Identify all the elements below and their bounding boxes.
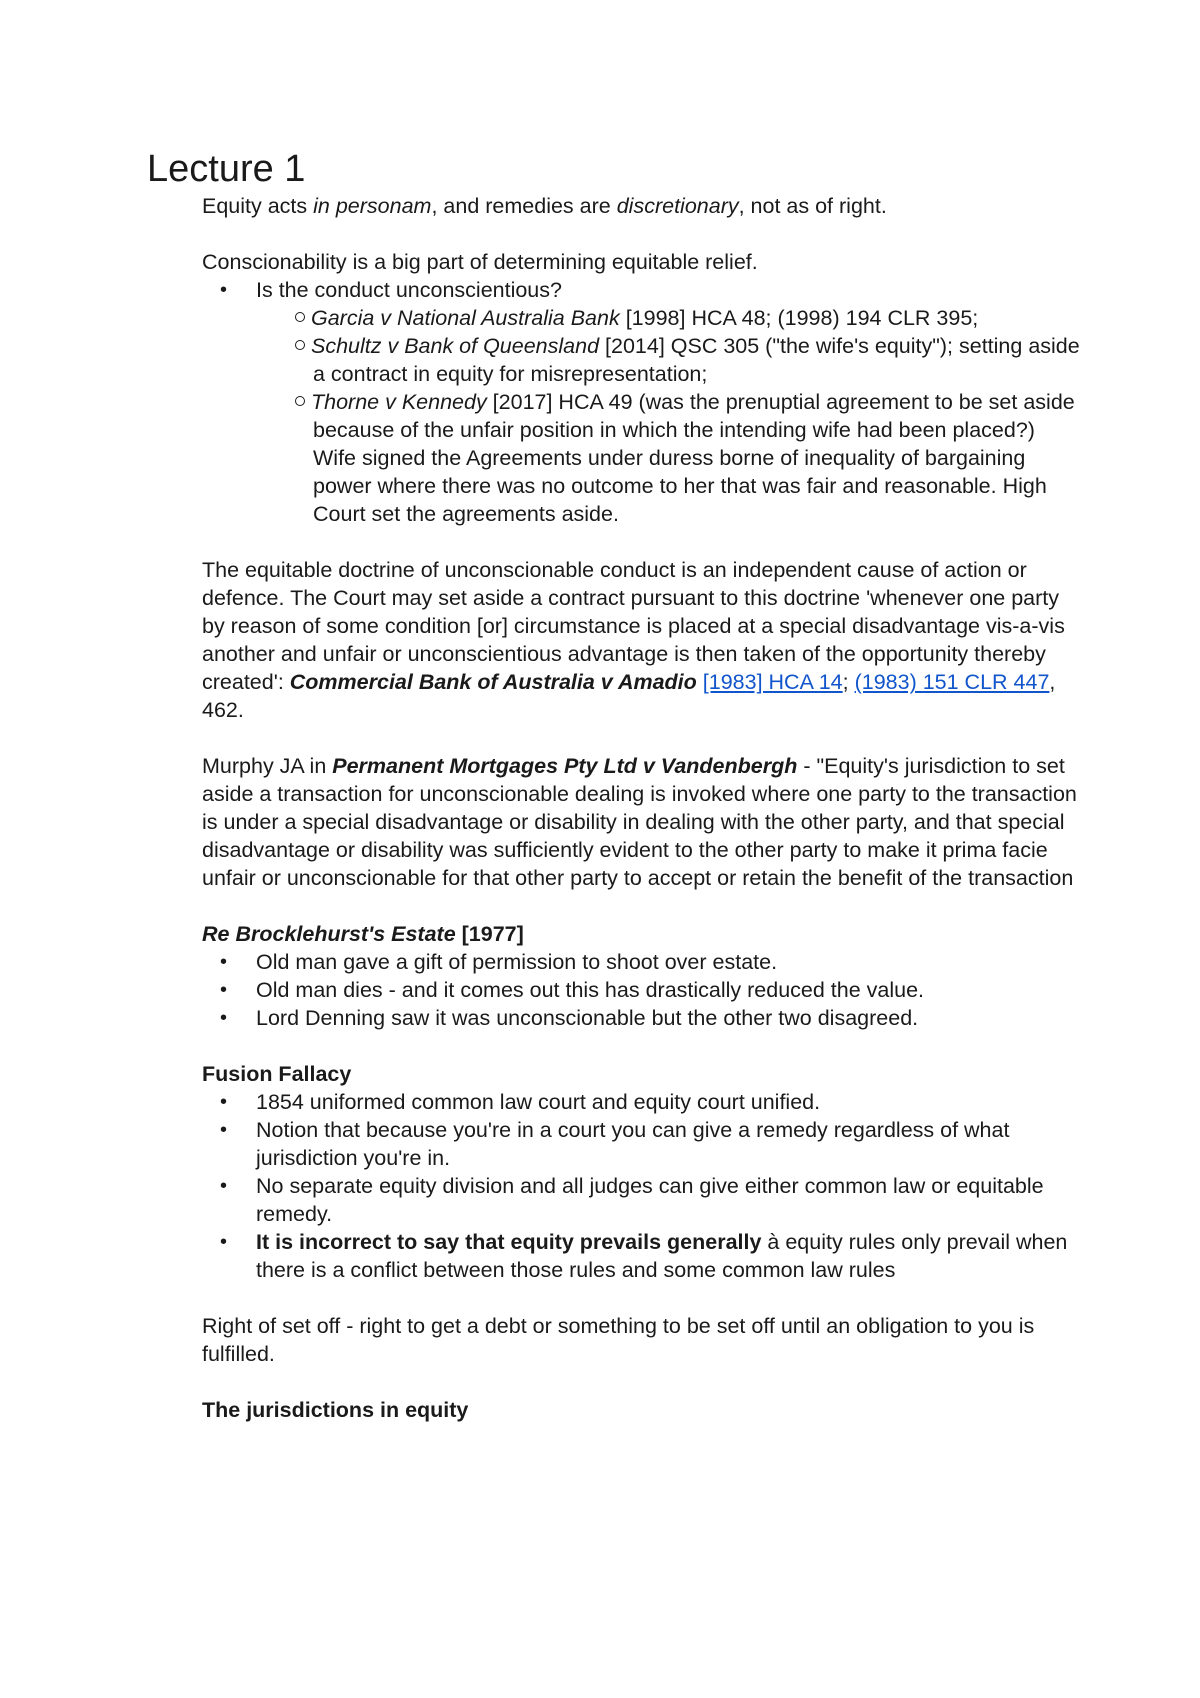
circle-bullet-icon (295, 340, 305, 350)
conscionability-paragraph: Conscionability is a big part of determining equitable relief. (202, 250, 758, 274)
brocklehurst-list (202, 948, 1082, 1032)
heading-case-name: Re Brocklehurst's Estate (202, 922, 456, 946)
intro-paragraph (202, 192, 1082, 220)
intro-text-mid: , and remedies are (431, 194, 617, 218)
separator: ; (842, 670, 855, 694)
list-item-text: à equity rules only prevail when there is a conflict between those rules and some common law rules (256, 1230, 1068, 1282)
list-item (202, 1004, 1082, 1032)
spacer (202, 220, 1082, 248)
intro-text: Equity acts (202, 194, 314, 218)
circle-bullet-icon (295, 396, 305, 406)
list-item (202, 1228, 1082, 1284)
case-item-thorne (202, 388, 1082, 528)
hca-citation-link[interactable]: [1983] HCA 14 (702, 670, 843, 694)
conscionability-list (202, 276, 1082, 304)
bullet-icon: • (220, 979, 228, 1001)
list-item-text: No separate equity division and all judges can give either common law or equitable remedy. (256, 1174, 1044, 1226)
murphy-paragraph (202, 752, 1082, 892)
heading-year: [1977] (455, 922, 524, 946)
setoff-paragraph: Right of set off - right to get a debt or something to be set off until an obligation to you is fulfilled. (202, 1314, 1035, 1366)
case-citation: [2017] HCA 49 (was the prenuptial agreement to be set aside because of the unfair position in which the intending wife had been placed?) Wife signed the Agreements under duress borne of inequality of bargaining power where there was no outcome to her that was fair and reasonable. High Court set the agreements aside. (313, 390, 1075, 526)
intro-italic-term: in personam (313, 194, 432, 218)
case-name: Schultz v Bank of Queensland (311, 334, 600, 358)
spacer (202, 1368, 1082, 1396)
amadio-text: The equitable doctrine of unconscionable conduct is an independent cause of action or defence. The Court may set aside a contract pursuant to this doctrine 'whenever one party by reason of some condition [or] circumstance is placed at a special disadvantage vis-a-vis another and unfair or unconscientious advantage is then taken of the opportunity thereby created': (202, 558, 1065, 694)
case-item-garcia (202, 304, 1082, 332)
fusion-heading: Fusion Fallacy (202, 1062, 352, 1086)
murphy-lead: Murphy JA in (202, 754, 333, 778)
spacer (202, 528, 1082, 556)
circle-bullet-icon (295, 312, 305, 322)
case-name: Garcia v National Australia Bank (311, 306, 620, 330)
murphy-text: - "Equity's jurisdiction to set aside a transaction for unconscionable dealing is invoked where one party to the transaction is under a special disadvantage or disability in dealing with the other party, and that special disadvantage or disability was sufficiently evident to the other party to make it prima facie unfair or unconscionable for that other party to accept or retain the benefit of the transaction (202, 754, 1077, 890)
list-item-text: Old man dies - and it comes out this has drastically reduced the value. (256, 978, 925, 1002)
murphy-case-name: Permanent Mortgages Pty Ltd v Vandenbergh (332, 754, 798, 778)
document-body (202, 192, 1082, 1424)
jurisdictions-heading: The jurisdictions in equity (202, 1398, 469, 1422)
spacer (202, 724, 1082, 752)
list-item (202, 1172, 1082, 1228)
list-item-bold-text: It is incorrect to say that equity prevails generally (256, 1230, 762, 1254)
fusion-list (202, 1088, 1082, 1284)
list-item-text: 1854 uniformed common law court and equity court unified. (256, 1090, 821, 1114)
bullet-icon: • (220, 1175, 228, 1197)
list-item-text: Is the conduct unconscientious? (256, 278, 562, 302)
spacer (202, 1284, 1082, 1312)
page-title: Lecture 1 (147, 148, 306, 190)
list-item-text: Old man gave a gift of permission to shoot over estate. (256, 950, 778, 974)
case-citation: [2014] QSC 305 ("the wife's equity"); setting aside a contract in equity for misrepresentation; (313, 334, 1080, 386)
bullet-icon: • (220, 1007, 228, 1029)
spacer (202, 892, 1082, 920)
list-item (202, 976, 1082, 1004)
bullet-icon: • (220, 951, 228, 973)
bullet-icon: • (220, 1091, 228, 1113)
case-item-schultz (202, 332, 1082, 388)
case-citation: [1998] HCA 48; (1998) 194 CLR 395; (619, 306, 979, 330)
list-item (202, 1116, 1082, 1172)
amadio-case-name: Commercial Bank of Australia v Amadio (289, 670, 697, 694)
case-name: Thorne v Kennedy (311, 390, 487, 414)
spacer (202, 1032, 1082, 1060)
list-item (202, 1088, 1082, 1116)
intro-text-end: , not as of right. (738, 194, 887, 218)
bullet-icon: • (220, 1119, 228, 1141)
bullet-icon: • (220, 1231, 228, 1253)
clr-citation-link[interactable]: (1983) 151 CLR 447 (854, 670, 1050, 694)
list-item (202, 948, 1082, 976)
list-item-text: Notion that because you're in a court you can give a remedy regardless of what jurisdiction you're in. (256, 1118, 1010, 1170)
list-item-text: Lord Denning saw it was unconscionable but the other two disagreed. (256, 1006, 919, 1030)
bullet-icon: • (220, 279, 228, 301)
case-list (202, 304, 1082, 528)
pinpoint-citation: , 462. (202, 670, 1056, 722)
brocklehurst-heading (202, 920, 1082, 948)
intro-italic-term-2: discretionary (616, 194, 739, 218)
amadio-paragraph (202, 556, 1082, 724)
list-item (202, 276, 1082, 304)
